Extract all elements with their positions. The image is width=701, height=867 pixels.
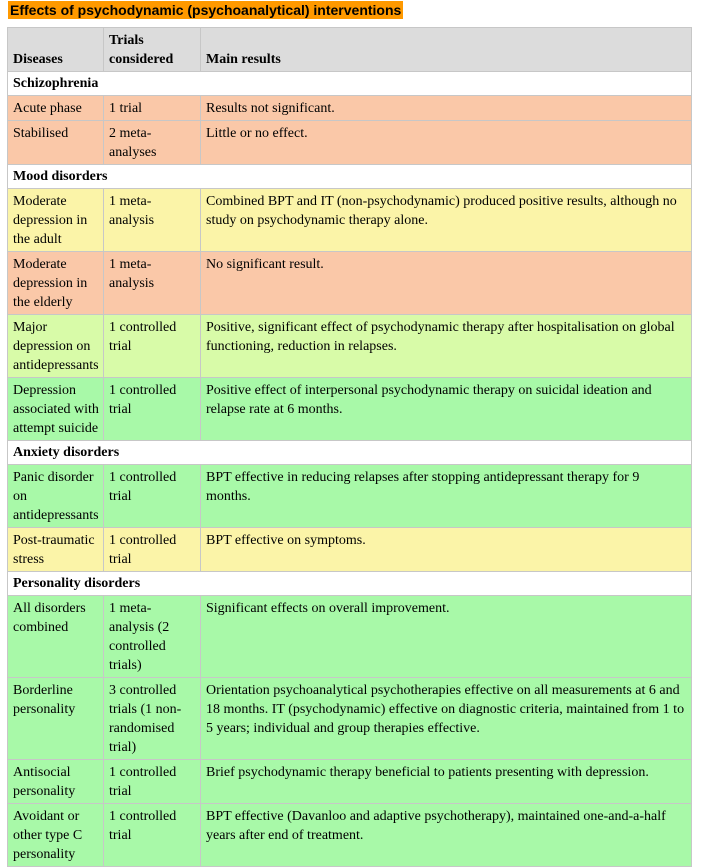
- trials-cell: 1 meta-analysis: [104, 189, 201, 252]
- result-cell: Significant effects on overall improvement.: [201, 596, 692, 678]
- table-row: [8, 378, 692, 441]
- disease-cell: All disorders combined: [8, 596, 104, 678]
- page-title: Effects of psychodynamic (psychoanalytical) interventions: [10, 2, 402, 18]
- result-cell: BPT effective on symptoms.: [201, 528, 692, 572]
- result-cell: Little or no effect.: [201, 121, 692, 165]
- table-row: [8, 315, 692, 378]
- header-trials: Trials considered: [104, 28, 201, 72]
- section-heading: Anxiety disorders: [8, 441, 692, 465]
- results-table: [7, 27, 692, 867]
- header-diseases: Diseases: [8, 28, 104, 72]
- result-cell: BPT effective (Davanloo and adaptive psychotherapy), maintained one-and-a-half years after end of treatment.: [201, 804, 692, 867]
- section-heading: Schizophrenia: [8, 72, 692, 96]
- table-body: [8, 72, 692, 867]
- disease-cell: Borderline personality: [8, 678, 104, 760]
- trials-cell: 1 controlled trial: [104, 465, 201, 528]
- trials-cell: 1 meta-analysis (2 controlled trials): [104, 596, 201, 678]
- section-row: [8, 572, 692, 596]
- table-row: [8, 189, 692, 252]
- table-header: [8, 28, 692, 72]
- result-cell: Combined BPT and IT (non-psychodynamic) produced positive results, although no study on psychodynamic therapy alone.: [201, 189, 692, 252]
- section-heading: Personality disorders: [8, 572, 692, 596]
- trials-cell: 1 controlled trial: [104, 804, 201, 867]
- table-row: [8, 804, 692, 867]
- disease-cell: Depression associated with attempt suicide: [8, 378, 104, 441]
- trials-cell: 1 controlled trial: [104, 315, 201, 378]
- table-row: [8, 678, 692, 760]
- table-row: [8, 96, 692, 121]
- result-cell: Results not significant.: [201, 96, 692, 121]
- section-heading: Mood disorders: [8, 165, 692, 189]
- disease-cell: Antisocial personality: [8, 760, 104, 804]
- table-row: [8, 252, 692, 315]
- section-row: [8, 72, 692, 96]
- disease-cell: Avoidant or other type C personality: [8, 804, 104, 867]
- trials-cell: 3 controlled trials (1 non-randomised trial): [104, 678, 201, 760]
- disease-cell: Major depression on antidepressants: [8, 315, 104, 378]
- table-row: [8, 465, 692, 528]
- trials-cell: 1 controlled trial: [104, 760, 201, 804]
- result-cell: Orientation psychoanalytical psychotherapies effective on all measurements at 6 and 18 months. IT (psychodynamic) effective on diagnostic criteria, maintained from 1 to 5 years; individual and group therapies effective.: [201, 678, 692, 760]
- result-cell: Brief psychodynamic therapy beneficial to patients presenting with depression.: [201, 760, 692, 804]
- section-row: [8, 441, 692, 465]
- trials-cell: 1 controlled trial: [104, 528, 201, 572]
- trials-cell: 1 meta-analysis: [104, 252, 201, 315]
- trials-cell: 2 meta-analyses: [104, 121, 201, 165]
- result-cell: Positive, significant effect of psychodynamic therapy after hospitalisation on global functioning, reduction in relapses.: [201, 315, 692, 378]
- disease-cell: Moderate depression in the adult: [8, 189, 104, 252]
- disease-cell: Stabilised: [8, 121, 104, 165]
- table-row: [8, 760, 692, 804]
- header-results: Main results: [201, 28, 692, 72]
- result-cell: BPT effective in reducing relapses after stopping antidepressant therapy for 9 months.: [201, 465, 692, 528]
- disease-cell: Panic disorder on antidepressants: [8, 465, 104, 528]
- table-row: [8, 528, 692, 572]
- trials-cell: 1 trial: [104, 96, 201, 121]
- table-row: [8, 121, 692, 165]
- result-cell: Positive effect of interpersonal psychodynamic therapy on suicidal ideation and relapse rate at 6 months.: [201, 378, 692, 441]
- trials-cell: 1 controlled trial: [104, 378, 201, 441]
- result-cell: No significant result.: [201, 252, 692, 315]
- disease-cell: Moderate depression in the elderly: [8, 252, 104, 315]
- section-row: [8, 165, 692, 189]
- header-row: [8, 28, 692, 72]
- table-row: [8, 596, 692, 678]
- disease-cell: Acute phase: [8, 96, 104, 121]
- disease-cell: Post-traumatic stress: [8, 528, 104, 572]
